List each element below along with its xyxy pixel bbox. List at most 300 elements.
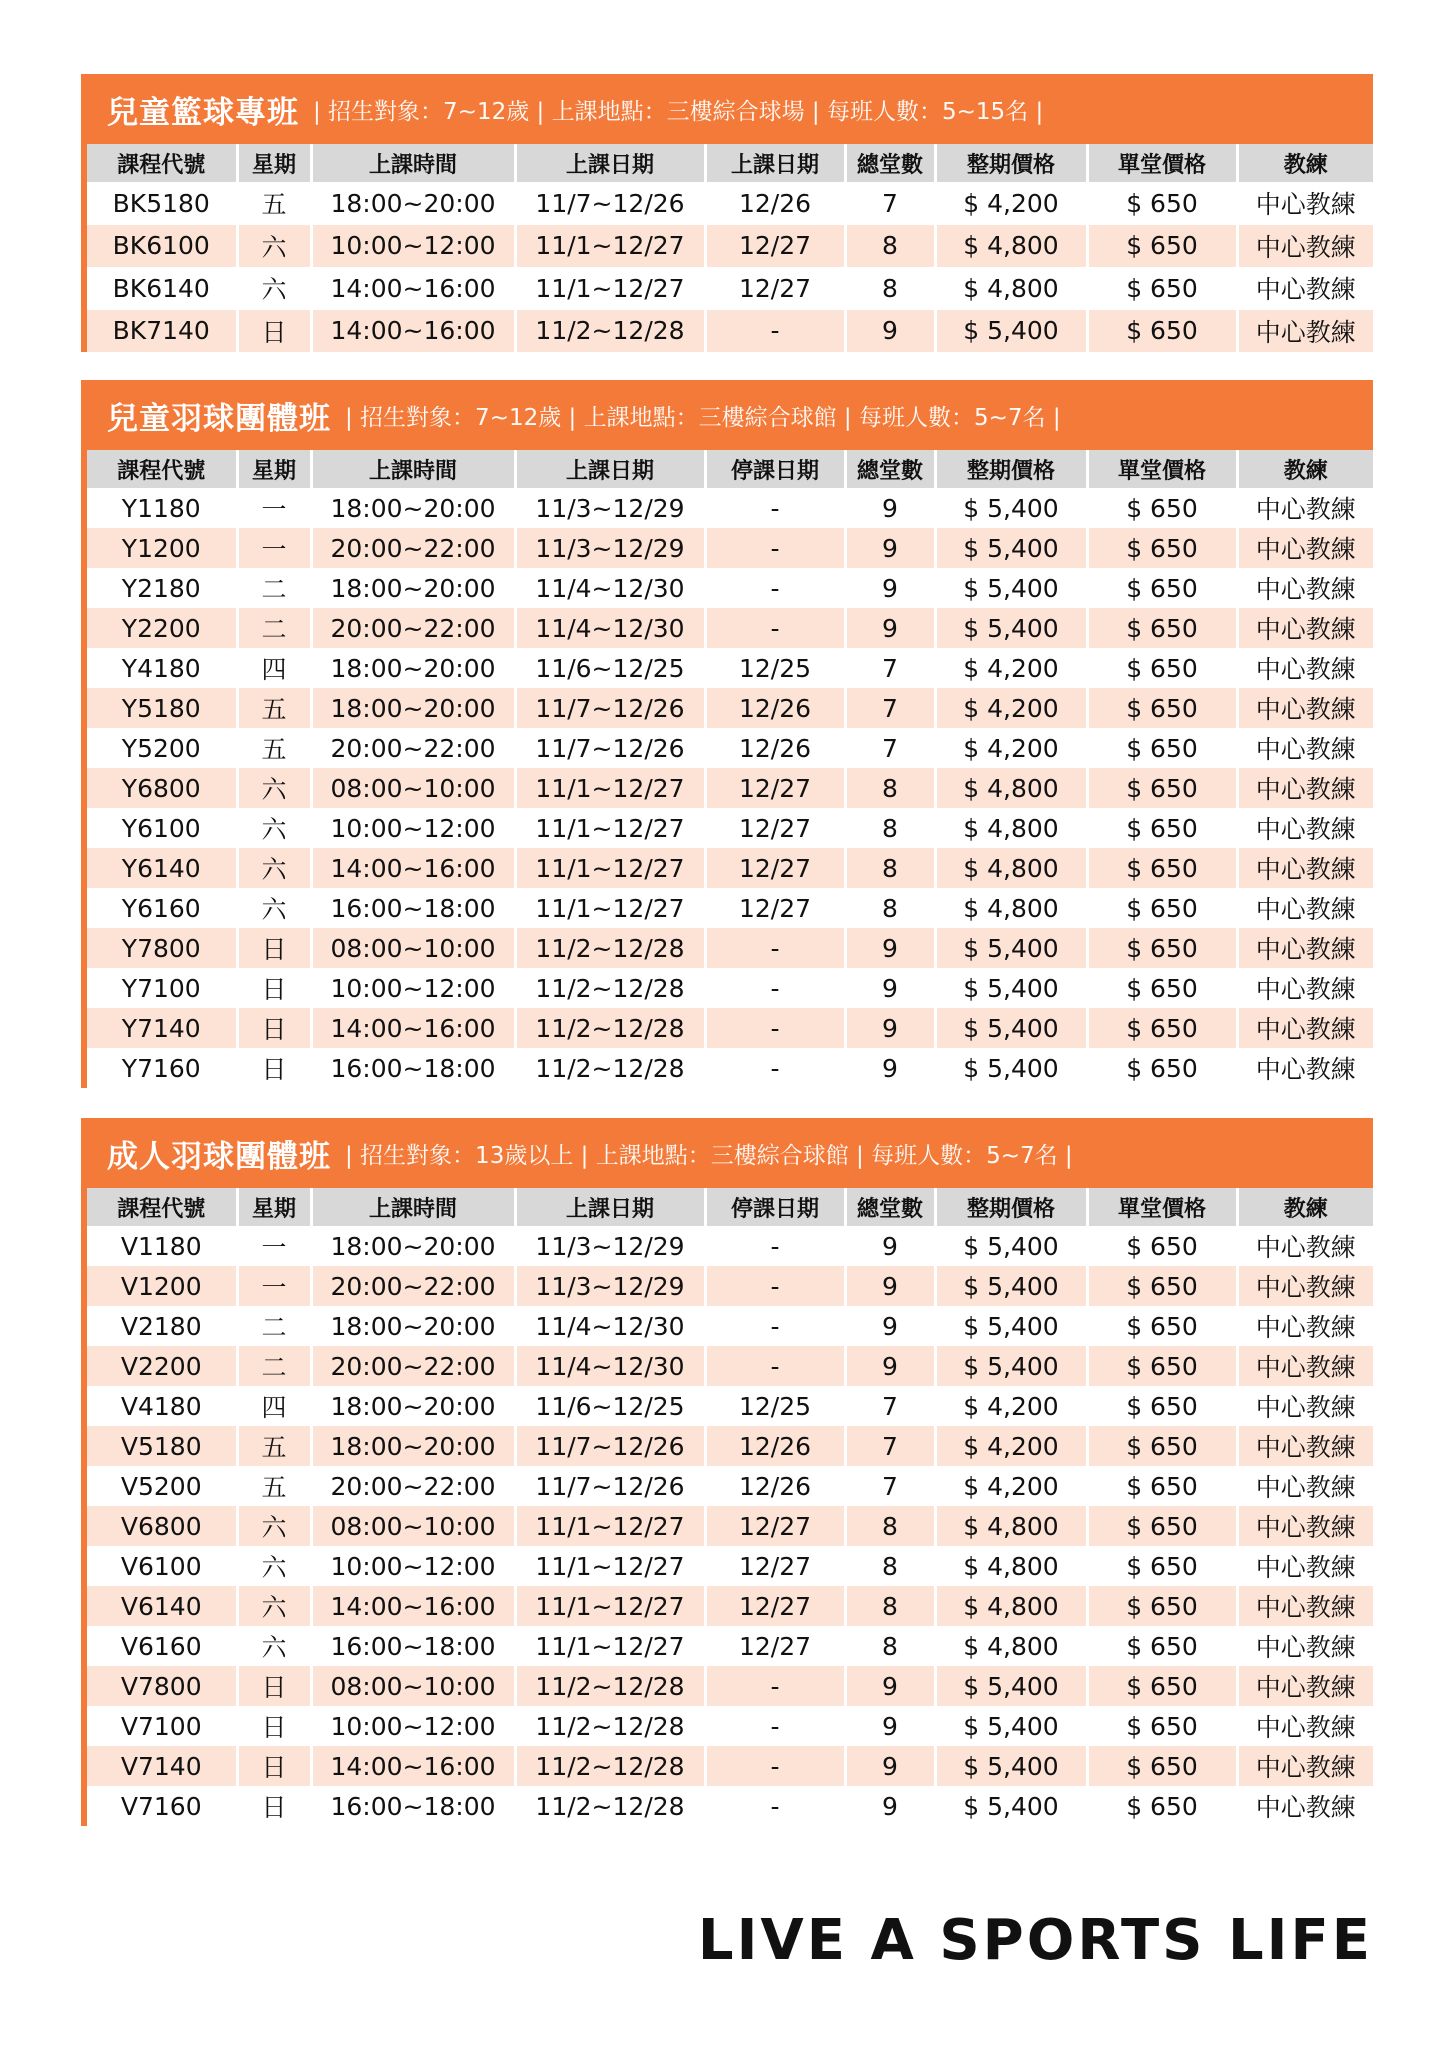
cell-coach: 中心教練 <box>1237 1048 1373 1088</box>
column-header-coach: 教練 <box>1237 1188 1373 1226</box>
cell-course-code: BK6140 <box>87 267 237 310</box>
cell-total-sessions: 8 <box>845 225 935 268</box>
column-header-total-sessions: 總堂數 <box>845 144 935 182</box>
table-row <box>87 648 1373 688</box>
cell-class-time: 20:00~22:00 <box>311 1466 515 1506</box>
cell-weekday: 六 <box>237 808 311 848</box>
cell-class-dates: 11/3~12/29 <box>515 1226 705 1266</box>
cell-full-price: $ 4,200 <box>935 1466 1087 1506</box>
cell-course-code: Y7160 <box>87 1048 237 1088</box>
cell-course-code: Y5180 <box>87 688 237 728</box>
cell-single-price: $ 650 <box>1087 968 1237 1008</box>
table-row <box>87 1226 1373 1266</box>
table-row <box>87 808 1373 848</box>
section-title: 兒童羽球團體班 <box>107 400 331 437</box>
cell-total-sessions: 7 <box>845 1466 935 1506</box>
cell-weekday: 四 <box>237 1386 311 1426</box>
table-row <box>87 528 1373 568</box>
cell-single-price: $ 650 <box>1087 1626 1237 1666</box>
cell-total-sessions: 8 <box>845 888 935 928</box>
cell-course-code: V4180 <box>87 1386 237 1426</box>
cell-class-time: 10:00~12:00 <box>311 1546 515 1586</box>
cell-class-time: 10:00~12:00 <box>311 968 515 1008</box>
section-kids-basketball <box>81 74 1373 352</box>
cell-course-code: V7800 <box>87 1666 237 1706</box>
cell-single-price: $ 650 <box>1087 1666 1237 1706</box>
table-row <box>87 1426 1373 1466</box>
cell-single-price: $ 650 <box>1087 1048 1237 1088</box>
cell-coach: 中心教練 <box>1237 1426 1373 1466</box>
cell-class-dates: 11/1~12/27 <box>515 768 705 808</box>
cell-total-sessions: 9 <box>845 1786 935 1826</box>
cell-weekday: 一 <box>237 1266 311 1306</box>
table-row <box>87 1786 1373 1826</box>
table-row <box>87 310 1373 353</box>
table-row <box>87 1746 1373 1786</box>
cell-full-price: $ 5,400 <box>935 568 1087 608</box>
cell-off-date: - <box>705 968 845 1008</box>
cell-class-dates: 11/2~12/28 <box>515 968 705 1008</box>
cell-off-date: 12/27 <box>705 848 845 888</box>
cell-coach: 中心教練 <box>1237 928 1373 968</box>
cell-full-price: $ 4,800 <box>935 1506 1087 1546</box>
cell-course-code: V7160 <box>87 1786 237 1826</box>
cell-full-price: $ 5,400 <box>935 528 1087 568</box>
section-info: | 招生對象：7~12歲 | 上課地點：三樓綜合球館 | 每班人數：5~7名 | <box>345 404 1061 431</box>
cell-weekday: 日 <box>237 1706 311 1746</box>
cell-course-code: Y7800 <box>87 928 237 968</box>
table-header-row <box>87 1188 1373 1226</box>
cell-weekday: 五 <box>237 1426 311 1466</box>
cell-coach: 中心教練 <box>1237 888 1373 928</box>
cell-course-code: Y1180 <box>87 488 237 528</box>
cell-weekday: 二 <box>237 1306 311 1346</box>
cell-off-date: 12/27 <box>705 1586 845 1626</box>
cell-total-sessions: 7 <box>845 1386 935 1426</box>
cell-class-time: 18:00~20:00 <box>311 1426 515 1466</box>
column-header-full-price: 整期價格 <box>935 144 1087 182</box>
table-row <box>87 968 1373 1008</box>
cell-course-code: V1200 <box>87 1266 237 1306</box>
cell-full-price: $ 4,800 <box>935 267 1087 310</box>
cell-full-price: $ 4,800 <box>935 848 1087 888</box>
cell-class-time: 10:00~12:00 <box>311 1706 515 1746</box>
cell-total-sessions: 9 <box>845 568 935 608</box>
column-header-off-date: 停課日期 <box>705 450 845 488</box>
section-adult-badminton <box>81 1118 1373 1826</box>
cell-single-price: $ 650 <box>1087 1706 1237 1746</box>
column-header-class-dates: 上課日期 <box>515 450 705 488</box>
cell-coach: 中心教練 <box>1237 1666 1373 1706</box>
cell-total-sessions: 9 <box>845 1226 935 1266</box>
cell-single-price: $ 650 <box>1087 267 1237 310</box>
table-row <box>87 768 1373 808</box>
table-row <box>87 1546 1373 1586</box>
cell-single-price: $ 650 <box>1087 1386 1237 1426</box>
cell-course-code: V5180 <box>87 1426 237 1466</box>
cell-weekday: 日 <box>237 1008 311 1048</box>
cell-weekday: 日 <box>237 1048 311 1088</box>
cell-full-price: $ 5,400 <box>935 1306 1087 1346</box>
tagline: LIVE A SPORTS LIFE <box>697 1908 1373 1973</box>
cell-class-dates: 11/1~12/27 <box>515 888 705 928</box>
cell-off-date: 12/27 <box>705 1506 845 1546</box>
cell-weekday: 日 <box>237 968 311 1008</box>
cell-off-date: - <box>705 1666 845 1706</box>
cell-full-price: $ 5,400 <box>935 1666 1087 1706</box>
cell-full-price: $ 5,400 <box>935 1706 1087 1746</box>
cell-off-date: - <box>705 928 845 968</box>
column-header-coach: 教練 <box>1237 450 1373 488</box>
cell-single-price: $ 650 <box>1087 688 1237 728</box>
cell-total-sessions: 8 <box>845 848 935 888</box>
cell-coach: 中心教練 <box>1237 1546 1373 1586</box>
cell-full-price: $ 4,800 <box>935 225 1087 268</box>
cell-weekday: 日 <box>237 1666 311 1706</box>
column-header-weekday: 星期 <box>237 144 311 182</box>
cell-coach: 中心教練 <box>1237 1266 1373 1306</box>
cell-course-code: Y1200 <box>87 528 237 568</box>
cell-coach: 中心教練 <box>1237 1706 1373 1746</box>
cell-class-time: 20:00~22:00 <box>311 1346 515 1386</box>
cell-course-code: V2180 <box>87 1306 237 1346</box>
cell-class-dates: 11/1~12/27 <box>515 848 705 888</box>
cell-off-date: - <box>705 568 845 608</box>
cell-off-date: 12/25 <box>705 648 845 688</box>
table-row <box>87 608 1373 648</box>
cell-weekday: 六 <box>237 1506 311 1546</box>
cell-class-time: 14:00~16:00 <box>311 310 515 353</box>
column-header-weekday: 星期 <box>237 450 311 488</box>
table-row <box>87 1386 1373 1426</box>
cell-course-code: V7140 <box>87 1746 237 1786</box>
cell-full-price: $ 4,800 <box>935 888 1087 928</box>
cell-class-time: 16:00~18:00 <box>311 1626 515 1666</box>
cell-coach: 中心教練 <box>1237 1226 1373 1266</box>
cell-off-date: 12/27 <box>705 1546 845 1586</box>
cell-weekday: 一 <box>237 1226 311 1266</box>
column-header-total-sessions: 總堂數 <box>845 450 935 488</box>
cell-full-price: $ 5,400 <box>935 928 1087 968</box>
cell-total-sessions: 9 <box>845 1746 935 1786</box>
cell-class-time: 18:00~20:00 <box>311 488 515 528</box>
cell-full-price: $ 5,400 <box>935 310 1087 353</box>
cell-class-dates: 11/4~12/30 <box>515 568 705 608</box>
cell-class-dates: 11/4~12/30 <box>515 1346 705 1386</box>
cell-off-date: - <box>705 1746 845 1786</box>
cell-weekday: 六 <box>237 1586 311 1626</box>
table-row <box>87 1626 1373 1666</box>
cell-full-price: $ 5,400 <box>935 1008 1087 1048</box>
table-row <box>87 1306 1373 1346</box>
cell-off-date: - <box>705 1706 845 1746</box>
column-header-class-time: 上課時間 <box>311 144 515 182</box>
cell-off-date: - <box>705 1266 845 1306</box>
cell-weekday: 六 <box>237 888 311 928</box>
cell-full-price: $ 5,400 <box>935 1786 1087 1826</box>
cell-total-sessions: 9 <box>845 488 935 528</box>
cell-coach: 中心教練 <box>1237 310 1373 353</box>
cell-class-dates: 11/6~12/25 <box>515 648 705 688</box>
cell-course-code: Y7140 <box>87 1008 237 1048</box>
cell-off-date: - <box>705 310 845 353</box>
cell-coach: 中心教練 <box>1237 608 1373 648</box>
cell-single-price: $ 650 <box>1087 1306 1237 1346</box>
cell-weekday: 五 <box>237 728 311 768</box>
cell-coach: 中心教練 <box>1237 488 1373 528</box>
cell-total-sessions: 8 <box>845 1586 935 1626</box>
cell-coach: 中心教練 <box>1237 688 1373 728</box>
cell-off-date: - <box>705 1048 845 1088</box>
cell-course-code: V2200 <box>87 1346 237 1386</box>
cell-class-time: 18:00~20:00 <box>311 1306 515 1346</box>
column-header-total-sessions: 總堂數 <box>845 1188 935 1226</box>
cell-class-dates: 11/3~12/29 <box>515 1266 705 1306</box>
cell-coach: 中心教練 <box>1237 1506 1373 1546</box>
cell-class-time: 20:00~22:00 <box>311 528 515 568</box>
cell-weekday: 日 <box>237 310 311 353</box>
cell-class-time: 14:00~16:00 <box>311 1586 515 1626</box>
column-header-off-date: 停課日期 <box>705 1188 845 1226</box>
cell-full-price: $ 4,800 <box>935 1586 1087 1626</box>
cell-class-dates: 11/2~12/28 <box>515 1786 705 1826</box>
cell-weekday: 五 <box>237 1466 311 1506</box>
cell-off-date: 12/27 <box>705 1626 845 1666</box>
cell-weekday: 日 <box>237 1746 311 1786</box>
cell-class-time: 18:00~20:00 <box>311 648 515 688</box>
cell-course-code: V5200 <box>87 1466 237 1506</box>
section-info: | 招生對象：7~12歲 | 上課地點：三樓綜合球場 | 每班人數：5~15名 | <box>313 98 1044 125</box>
cell-weekday: 二 <box>237 1346 311 1386</box>
cell-coach: 中心教練 <box>1237 568 1373 608</box>
cell-class-dates: 11/2~12/28 <box>515 928 705 968</box>
table-header-row <box>87 144 1373 182</box>
cell-class-dates: 11/7~12/26 <box>515 1466 705 1506</box>
table-row <box>87 488 1373 528</box>
cell-class-time: 18:00~20:00 <box>311 1226 515 1266</box>
cell-course-code: Y2200 <box>87 608 237 648</box>
cell-full-price: $ 4,200 <box>935 1426 1087 1466</box>
cell-coach: 中心教練 <box>1237 528 1373 568</box>
cell-course-code: V6800 <box>87 1506 237 1546</box>
cell-course-code: V7100 <box>87 1706 237 1746</box>
cell-off-date: 12/27 <box>705 888 845 928</box>
table-row <box>87 1466 1373 1506</box>
table-row <box>87 1346 1373 1386</box>
cell-weekday: 五 <box>237 688 311 728</box>
column-header-course-code: 課程代號 <box>87 144 237 182</box>
cell-class-dates: 11/2~12/28 <box>515 1666 705 1706</box>
cell-class-dates: 11/4~12/30 <box>515 608 705 648</box>
cell-class-dates: 11/7~12/26 <box>515 688 705 728</box>
section-title: 兒童籃球專班 <box>107 94 299 131</box>
cell-coach: 中心教練 <box>1237 808 1373 848</box>
cell-total-sessions: 9 <box>845 1666 935 1706</box>
cell-class-time: 10:00~12:00 <box>311 225 515 268</box>
section-banner <box>87 1118 1373 1188</box>
cell-single-price: $ 650 <box>1087 888 1237 928</box>
table-row <box>87 1586 1373 1626</box>
cell-course-code: V1180 <box>87 1226 237 1266</box>
cell-class-time: 18:00~20:00 <box>311 182 515 225</box>
cell-course-code: V6100 <box>87 1546 237 1586</box>
cell-course-code: Y2180 <box>87 568 237 608</box>
cell-full-price: $ 4,200 <box>935 728 1087 768</box>
cell-single-price: $ 650 <box>1087 310 1237 353</box>
cell-total-sessions: 7 <box>845 688 935 728</box>
cell-full-price: $ 5,400 <box>935 1746 1087 1786</box>
cell-course-code: V6160 <box>87 1626 237 1666</box>
cell-class-dates: 11/1~12/27 <box>515 808 705 848</box>
cell-class-dates: 11/3~12/29 <box>515 488 705 528</box>
cell-total-sessions: 8 <box>845 267 935 310</box>
table-row <box>87 225 1373 268</box>
cell-full-price: $ 5,400 <box>935 968 1087 1008</box>
cell-coach: 中心教練 <box>1237 1306 1373 1346</box>
cell-coach: 中心教練 <box>1237 1746 1373 1786</box>
cell-weekday: 六 <box>237 225 311 268</box>
cell-off-date: - <box>705 528 845 568</box>
cell-class-dates: 11/1~12/27 <box>515 1506 705 1546</box>
cell-course-code: Y6800 <box>87 768 237 808</box>
cell-full-price: $ 5,400 <box>935 488 1087 528</box>
cell-full-price: $ 5,400 <box>935 1346 1087 1386</box>
cell-off-date: 12/26 <box>705 182 845 225</box>
cell-class-time: 18:00~20:00 <box>311 568 515 608</box>
cell-course-code: Y5200 <box>87 728 237 768</box>
table-header-row <box>87 450 1373 488</box>
column-header-course-code: 課程代號 <box>87 450 237 488</box>
cell-class-time: 08:00~10:00 <box>311 1666 515 1706</box>
section-banner <box>87 74 1373 144</box>
cell-total-sessions: 9 <box>845 1306 935 1346</box>
table-row <box>87 568 1373 608</box>
cell-class-dates: 11/7~12/26 <box>515 1426 705 1466</box>
column-header-class-time: 上課時間 <box>311 450 515 488</box>
cell-off-date: 12/27 <box>705 267 845 310</box>
section-banner <box>87 380 1373 450</box>
cell-class-time: 08:00~10:00 <box>311 768 515 808</box>
cell-off-date: 12/27 <box>705 808 845 848</box>
cell-total-sessions: 9 <box>845 928 935 968</box>
cell-single-price: $ 650 <box>1087 1786 1237 1826</box>
cell-weekday: 二 <box>237 568 311 608</box>
column-header-full-price: 整期價格 <box>935 450 1087 488</box>
cell-full-price: $ 4,800 <box>935 1626 1087 1666</box>
cell-total-sessions: 7 <box>845 728 935 768</box>
cell-single-price: $ 650 <box>1087 1746 1237 1786</box>
table-row <box>87 888 1373 928</box>
cell-full-price: $ 4,200 <box>935 182 1087 225</box>
cell-course-code: BK6100 <box>87 225 237 268</box>
cell-full-price: $ 4,800 <box>935 1546 1087 1586</box>
cell-coach: 中心教練 <box>1237 267 1373 310</box>
table-row <box>87 1266 1373 1306</box>
cell-weekday: 六 <box>237 848 311 888</box>
cell-class-time: 16:00~18:00 <box>311 1786 515 1826</box>
cell-full-price: $ 5,400 <box>935 1226 1087 1266</box>
cell-total-sessions: 9 <box>845 310 935 353</box>
table-row <box>87 1506 1373 1546</box>
cell-single-price: $ 650 <box>1087 568 1237 608</box>
cell-single-price: $ 650 <box>1087 768 1237 808</box>
cell-single-price: $ 650 <box>1087 648 1237 688</box>
cell-off-date: - <box>705 1226 845 1266</box>
cell-weekday: 六 <box>237 267 311 310</box>
cell-single-price: $ 650 <box>1087 728 1237 768</box>
cell-off-date: - <box>705 1306 845 1346</box>
cell-course-code: V6140 <box>87 1586 237 1626</box>
cell-coach: 中心教練 <box>1237 848 1373 888</box>
cell-off-date: 12/25 <box>705 1386 845 1426</box>
cell-total-sessions: 8 <box>845 1546 935 1586</box>
cell-single-price: $ 650 <box>1087 1346 1237 1386</box>
cell-off-date: 12/26 <box>705 1426 845 1466</box>
cell-single-price: $ 650 <box>1087 608 1237 648</box>
cell-off-date: 12/26 <box>705 688 845 728</box>
cell-weekday: 一 <box>237 528 311 568</box>
cell-class-time: 14:00~16:00 <box>311 848 515 888</box>
column-header-single-price: 單堂價格 <box>1087 450 1237 488</box>
cell-full-price: $ 4,800 <box>935 768 1087 808</box>
column-header-course-code: 課程代號 <box>87 1188 237 1226</box>
cell-course-code: Y6160 <box>87 888 237 928</box>
cell-single-price: $ 650 <box>1087 808 1237 848</box>
cell-total-sessions: 9 <box>845 528 935 568</box>
cell-total-sessions: 8 <box>845 1626 935 1666</box>
cell-class-time: 14:00~16:00 <box>311 1008 515 1048</box>
cell-full-price: $ 4,200 <box>935 1386 1087 1426</box>
cell-coach: 中心教練 <box>1237 225 1373 268</box>
cell-single-price: $ 650 <box>1087 528 1237 568</box>
cell-total-sessions: 7 <box>845 1426 935 1466</box>
column-header-single-price: 單堂價格 <box>1087 1188 1237 1226</box>
column-header-coach: 教練 <box>1237 144 1373 182</box>
cell-coach: 中心教練 <box>1237 1386 1373 1426</box>
cell-off-date: - <box>705 1786 845 1826</box>
cell-full-price: $ 5,400 <box>935 608 1087 648</box>
column-header-class-dates: 上課日期 <box>515 144 705 182</box>
cell-class-dates: 11/2~12/28 <box>515 1706 705 1746</box>
cell-total-sessions: 8 <box>845 1506 935 1546</box>
cell-class-dates: 11/6~12/25 <box>515 1386 705 1426</box>
cell-course-code: BK5180 <box>87 182 237 225</box>
table-row <box>87 1666 1373 1706</box>
cell-off-date: - <box>705 608 845 648</box>
cell-class-time: 20:00~22:00 <box>311 728 515 768</box>
cell-class-time: 10:00~12:00 <box>311 808 515 848</box>
cell-full-price: $ 4,200 <box>935 688 1087 728</box>
cell-course-code: Y4180 <box>87 648 237 688</box>
column-header-weekday: 星期 <box>237 1188 311 1226</box>
cell-coach: 中心教練 <box>1237 1586 1373 1626</box>
cell-off-date: 12/27 <box>705 225 845 268</box>
cell-off-date: 12/26 <box>705 1466 845 1506</box>
cell-off-date: 12/27 <box>705 768 845 808</box>
cell-weekday: 二 <box>237 608 311 648</box>
cell-coach: 中心教練 <box>1237 182 1373 225</box>
cell-weekday: 六 <box>237 1546 311 1586</box>
cell-coach: 中心教練 <box>1237 1626 1373 1666</box>
cell-off-date: - <box>705 488 845 528</box>
cell-class-time: 20:00~22:00 <box>311 1266 515 1306</box>
cell-course-code: Y6140 <box>87 848 237 888</box>
cell-off-date: - <box>705 1346 845 1386</box>
column-header-full-price: 整期價格 <box>935 1188 1087 1226</box>
section-kids-badminton <box>81 380 1373 1088</box>
cell-total-sessions: 9 <box>845 1048 935 1088</box>
section-info: | 招生對象：13歲以上 | 上課地點：三樓綜合球館 | 每班人數：5~7名 | <box>345 1142 1073 1169</box>
